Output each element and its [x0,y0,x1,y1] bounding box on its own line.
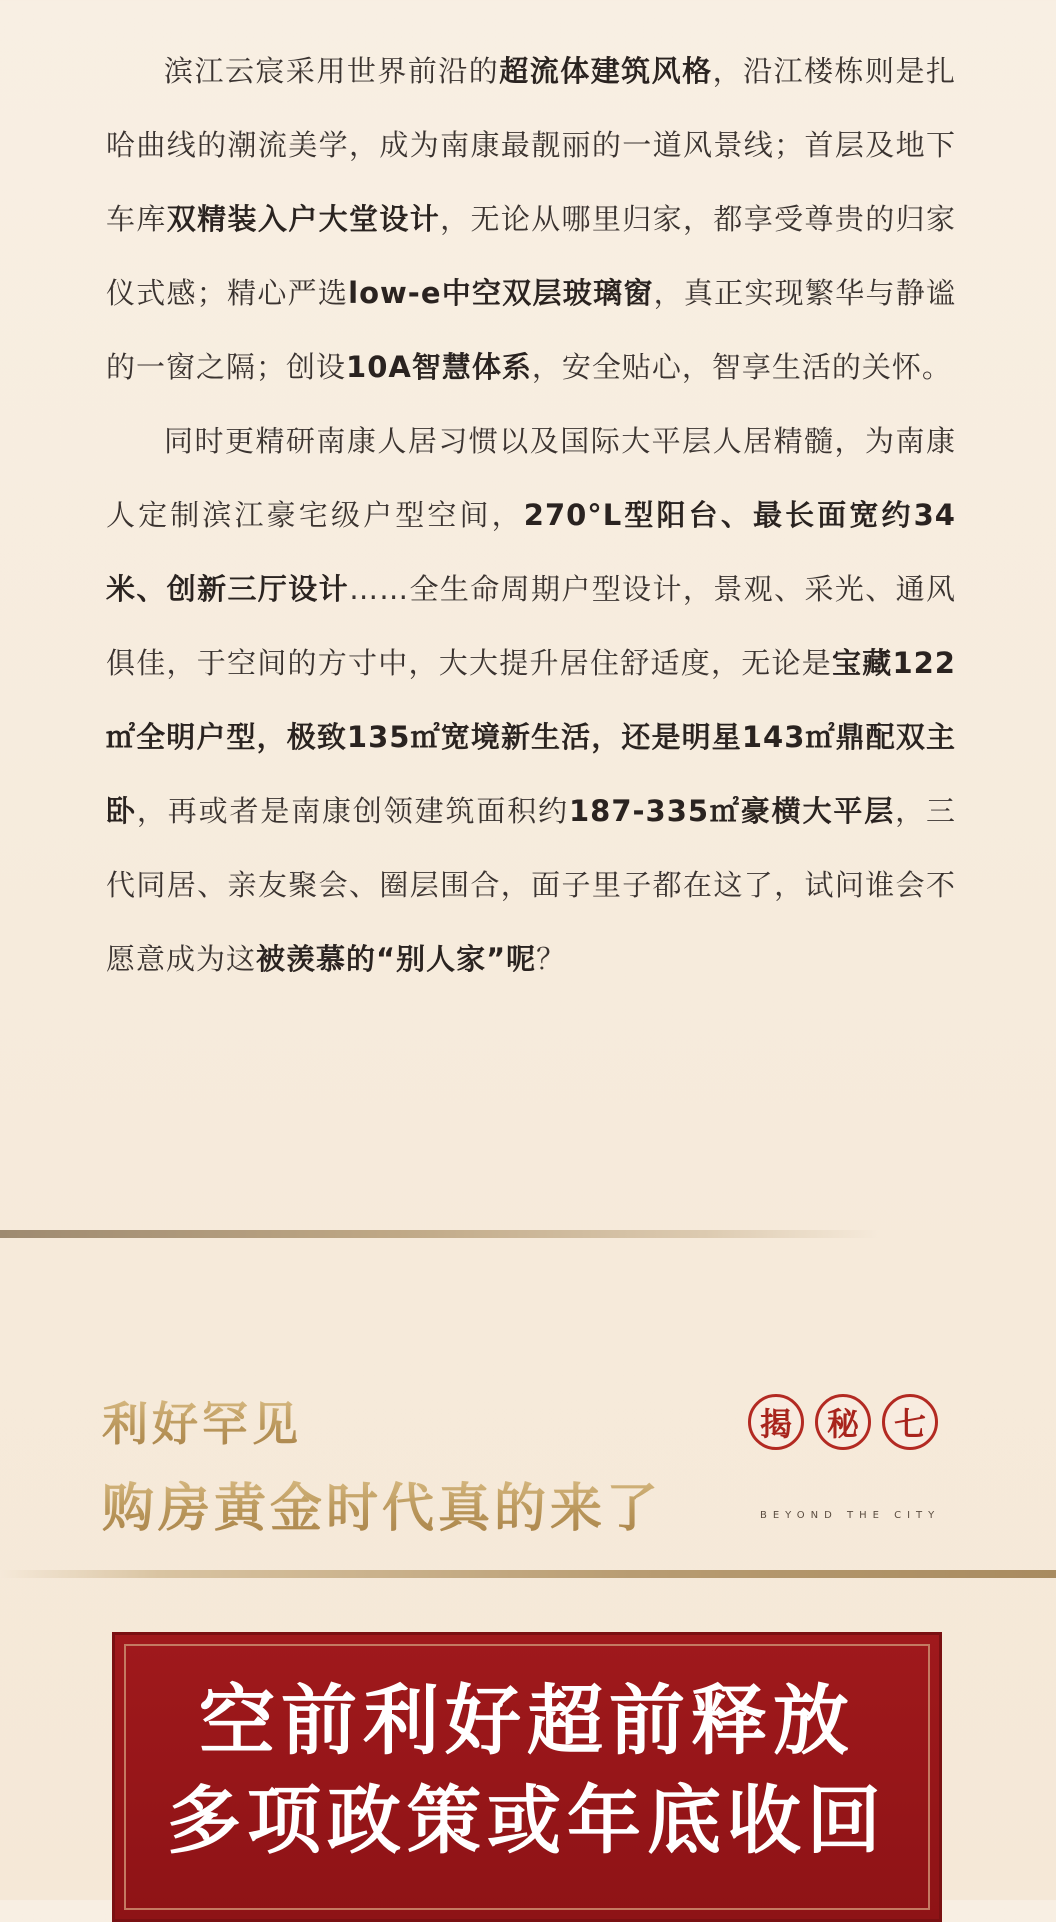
body-text: ？ [536,942,567,976]
gold-divider-bottom [0,1570,1056,1578]
paragraph-2 [106,404,956,996]
banner-title: 空前利好超前释放 [199,1676,855,1765]
body-text: ，再或者是南康创领建筑面积约 [136,794,569,828]
body-text: ，沿江楼栋则是扎哈曲线的潮流美学，成为南康最靓丽的一道风景线；首层及地下车库 [106,54,956,236]
body-text: ，无论从哪里归家，都享受尊贵的归家仪式感；精心严选 [106,202,956,310]
highlight-text: 187-335㎡豪横大平层 [568,794,896,828]
highlight-text: 10A智慧体系 [346,350,532,384]
body-text: 同时更精研南康人居习惯以及国际大平层人居精髓，为南康人定制滨江豪宅级户型空间， [106,424,956,532]
seal-char: 揭 [748,1394,804,1450]
seal-char: 七 [882,1394,938,1450]
body-text: 滨江云宸采用世界前沿的 [164,54,500,88]
seal-char: 秘 [815,1394,871,1450]
highlight-text: 超流体建筑风格 [499,54,713,88]
tagline: BEYOND THE CITY [760,1510,941,1521]
highlight-text: 被羡慕的“别人家”呢 [256,942,537,976]
highlight-text: 270°L型阳台、最长面宽约34米、创新三厅设计 [106,498,956,606]
highlight-text: low-e中空双层玻璃窗 [348,276,654,310]
red-banner [112,1632,942,1922]
seal-group [748,1394,938,1450]
body-text: ，真正实现繁华与静谧的一窗之隔；创设 [106,276,956,384]
highlight-text: 双精装入户大堂设计 [166,202,441,236]
gold-divider-top [0,1230,880,1238]
body-text: ，安全贴心，智享生活的关怀。 [531,350,952,384]
paragraph-1 [106,34,956,404]
highlight-text: 宝藏122㎡全明户型，极致135㎡宽境新生活，还是明星143㎡鼎配双主卧 [106,646,956,828]
section-headline-2: 购房黄金时代真的来了 [102,1466,662,1541]
article-body [106,34,956,996]
body-text: ，三代同居、亲友聚会、圈层围合，面子里子都在这了，试问谁会不愿意成为这 [106,794,956,976]
body-text: ……全生命周期户型设计，景观、采光、通风俱佳，于空间的方寸中，大大提升居住舒适度，无论是 [106,572,956,680]
section-headline-1: 利好罕见 [102,1388,302,1454]
banner-subtitle: 多项政策或年底收回 [167,1778,887,1864]
